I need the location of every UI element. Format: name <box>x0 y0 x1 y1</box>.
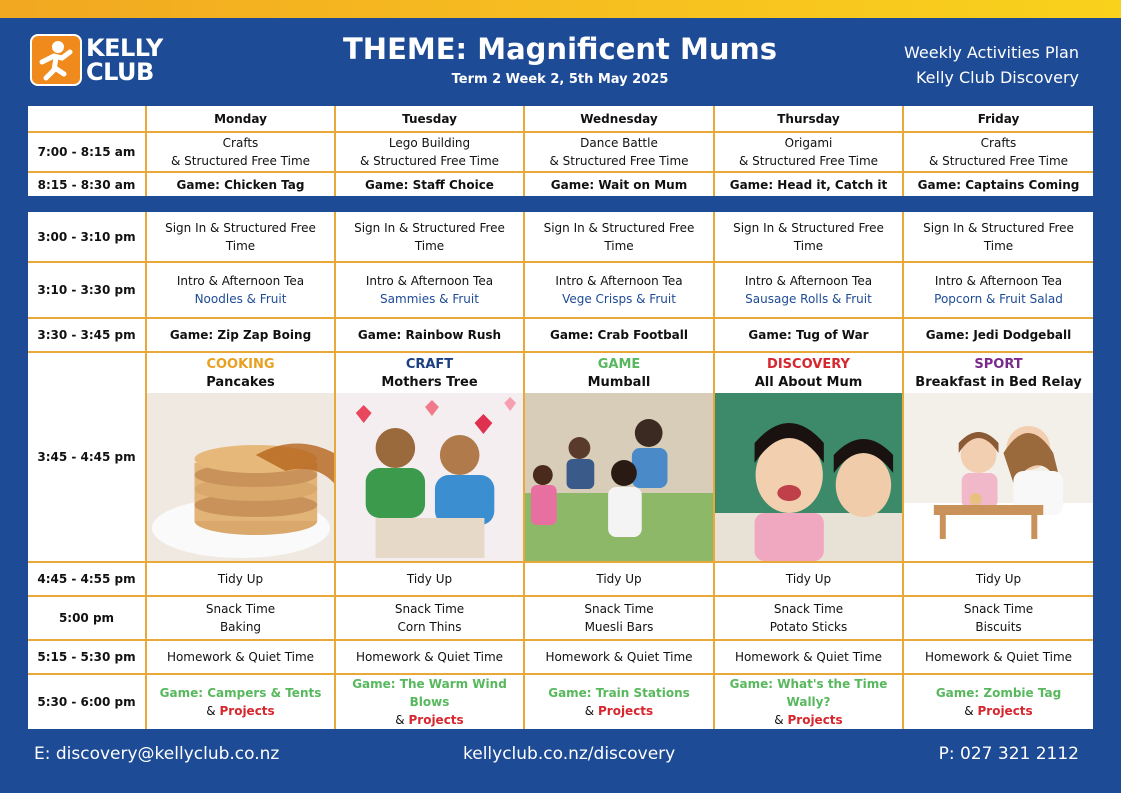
activity-name: All About Mum <box>754 375 863 390</box>
category-label: DISCOVERY <box>767 357 850 372</box>
activity-line: Intro & Afternoon Tea <box>176 274 305 288</box>
table-row <box>28 262 1093 318</box>
day-header: Monday <box>146 106 335 132</box>
category-label: COOKING <box>206 357 275 372</box>
children-crafting-photo <box>336 393 523 561</box>
time-cell: 3:30 - 3:45 pm <box>28 318 146 352</box>
activity-line: Crafts <box>980 136 1017 150</box>
activity-cell: Sign In & Structured Free Time <box>524 212 714 262</box>
activity-name: Mothers Tree <box>381 375 478 390</box>
game-line: Game: Campers & Tents <box>159 686 322 700</box>
amp: & <box>395 713 405 727</box>
afternoon-schedule-table <box>28 212 1093 729</box>
activity-cell <box>335 132 524 172</box>
mother-daughter-breakfast-photo <box>904 393 1093 561</box>
activity-cell <box>524 132 714 172</box>
brand-line-2: CLUB <box>86 58 154 86</box>
activity-line: & Structured Free Time <box>549 154 689 168</box>
activity-feature-cell <box>903 352 1093 562</box>
game-cell: Game: Jedi Dodgeball <box>903 318 1093 352</box>
game-cell: Game: Crab Football <box>524 318 714 352</box>
activity-name: Mumball <box>587 375 651 390</box>
game-cell: Game: Wait on Mum <box>524 172 714 196</box>
game-line: Game: The Warm Wind Blows <box>352 677 507 709</box>
activity-feature-cell <box>335 352 524 562</box>
plan-label: Weekly Activities Plan <box>904 43 1079 62</box>
activity-line: Origami <box>784 136 833 150</box>
game-line: Game: Train Stations <box>548 686 690 700</box>
activity-line: Snack Time <box>394 602 465 616</box>
kelly-club-logo <box>30 34 180 92</box>
category-label: GAME <box>597 357 641 372</box>
table-row <box>28 596 1093 640</box>
brand-line-1: KELLY <box>86 34 163 62</box>
activity-line: Intro & Afternoon Tea <box>934 274 1063 288</box>
projects-label: Projects <box>219 704 275 718</box>
activity-cell: Sign In & Structured Free Time <box>714 212 903 262</box>
activity-cell <box>524 674 714 729</box>
category-label: CRAFT <box>405 357 454 372</box>
activity-feature-cell <box>714 352 903 562</box>
activity-cell <box>524 596 714 640</box>
activity-line: & Structured Free Time <box>928 154 1069 168</box>
top-accent-bar <box>0 0 1121 18</box>
centre-label: Kelly Club Discovery <box>915 68 1079 87</box>
activity-line: Intro & Afternoon Tea <box>555 274 683 288</box>
time-cell: 5:15 - 5:30 pm <box>28 640 146 674</box>
game-cell: Game: Chicken Tag <box>146 172 335 196</box>
snack-item: Corn Thins <box>397 620 462 634</box>
activity-line: & Structured Free Time <box>738 154 879 168</box>
footer-email[interactable]: E: discovery@kellyclub.co.nz <box>34 744 280 764</box>
activity-line: & Structured Free Time <box>170 154 311 168</box>
time-cell: 7:00 - 8:15 am <box>28 132 146 172</box>
activity-cell <box>146 132 335 172</box>
day-header: Friday <box>903 106 1093 132</box>
game-line: Game: Zombie Tag <box>935 686 1062 700</box>
corner-cell <box>28 106 146 132</box>
activity-cell <box>714 132 903 172</box>
activity-cell: Sign In & Structured Free Time <box>335 212 524 262</box>
game-cell: Game: Rainbow Rush <box>335 318 524 352</box>
game-line: Game: What's the Time Wally? <box>729 677 888 709</box>
category-label: SPORT <box>974 357 1023 372</box>
amp: & <box>774 713 784 727</box>
term-subtitle: Term 2 Week 2, 5th May 2025 <box>451 72 669 87</box>
table-row <box>28 212 1093 262</box>
projects-label: Projects <box>408 713 464 727</box>
activity-cell <box>714 674 903 729</box>
activity-cell <box>903 674 1093 729</box>
time-cell: 3:00 - 3:10 pm <box>28 212 146 262</box>
activity-cell: Homework & Quiet Time <box>146 640 335 674</box>
projects-label: Projects <box>977 704 1033 718</box>
activity-line: Intro & Afternoon Tea <box>365 274 494 288</box>
projects-label: Projects <box>597 704 654 718</box>
snack-item: Muesli Bars <box>584 620 654 634</box>
table-row <box>28 132 1093 172</box>
header-right <box>904 40 1079 90</box>
activity-line: Snack Time <box>584 602 654 616</box>
game-cell: Game: Head it, Catch it <box>714 172 903 196</box>
activity-cell <box>903 262 1093 318</box>
activity-cell <box>146 262 335 318</box>
table-row <box>28 640 1093 674</box>
theme-title: THEME: Magnificent Mums <box>343 32 777 66</box>
time-cell: 8:15 - 8:30 am <box>28 172 146 196</box>
activity-line: Crafts <box>222 136 259 150</box>
footer-phone[interactable]: P: 027 321 2112 <box>938 744 1079 764</box>
food-line: Popcorn & Fruit Salad <box>934 292 1063 306</box>
table-row <box>28 562 1093 596</box>
activity-line: Snack Time <box>773 602 844 616</box>
activity-cell <box>335 262 524 318</box>
time-cell: 4:45 - 4:55 pm <box>28 562 146 596</box>
day-header: Tuesday <box>335 106 524 132</box>
food-line: Vege Crisps & Fruit <box>562 292 676 306</box>
activity-cell: Homework & Quiet Time <box>903 640 1093 674</box>
time-cell: 5:30 - 6:00 pm <box>28 674 146 729</box>
amp: & <box>584 704 595 718</box>
pancakes-photo <box>147 393 334 561</box>
activity-cell: Homework & Quiet Time <box>335 640 524 674</box>
activity-cell: Tidy Up <box>146 562 335 596</box>
activity-line: Snack Time <box>205 602 276 616</box>
activity-cell <box>714 262 903 318</box>
activity-cell: Homework & Quiet Time <box>714 640 903 674</box>
logo-figure-icon <box>30 34 82 86</box>
table-row <box>28 318 1093 352</box>
activity-line: Intro & Afternoon Tea <box>744 274 873 288</box>
activity-cell <box>524 262 714 318</box>
activity-cell: Sign In & Structured Free Time <box>903 212 1093 262</box>
activity-cell <box>903 132 1093 172</box>
activity-cell: Sign In & Structured Free Time <box>146 212 335 262</box>
activity-cell: Homework & Quiet Time <box>524 640 714 674</box>
activity-feature-cell <box>146 352 335 562</box>
game-cell: Game: Tug of War <box>714 318 903 352</box>
activity-cell <box>903 596 1093 640</box>
snack-item: Biscuits <box>975 620 1022 634</box>
day-header: Thursday <box>714 106 903 132</box>
activity-line: Lego Building <box>388 136 471 150</box>
food-line: Sausage Rolls & Fruit <box>745 292 872 306</box>
children-circle-photo <box>525 393 713 561</box>
time-cell: 3:45 - 4:45 pm <box>28 352 146 562</box>
day-header: Wednesday <box>524 106 714 132</box>
table-row <box>28 172 1093 196</box>
children-laughing-photo <box>715 393 902 561</box>
activity-name: Pancakes <box>206 375 275 390</box>
game-cell: Game: Captains Coming <box>903 172 1093 196</box>
day-header-row <box>28 106 1093 132</box>
time-cell: 5:00 pm <box>28 596 146 640</box>
activity-name: Breakfast in Bed Relay <box>915 375 1082 390</box>
time-cell: 3:10 - 3:30 pm <box>28 262 146 318</box>
game-cell: Game: Staff Choice <box>335 172 524 196</box>
snack-item: Baking <box>219 620 262 634</box>
activity-cell <box>335 596 524 640</box>
snack-item: Potato Sticks <box>769 620 848 634</box>
food-line: Sammies & Fruit <box>380 292 479 306</box>
morning-schedule-table <box>28 106 1093 196</box>
table-row <box>28 674 1093 729</box>
table-row <box>28 352 1093 562</box>
amp: & <box>206 704 216 718</box>
activity-cell: Tidy Up <box>714 562 903 596</box>
activity-cell <box>146 596 335 640</box>
footer-website[interactable]: kellyclub.co.nz/discovery <box>463 744 676 764</box>
activity-line: Dance Battle <box>580 136 658 150</box>
activity-line: Snack Time <box>963 602 1034 616</box>
activity-cell <box>146 674 335 729</box>
activity-cell <box>714 596 903 640</box>
game-cell: Game: Zip Zap Boing <box>146 318 335 352</box>
activity-cell: Tidy Up <box>903 562 1093 596</box>
amp: & <box>964 704 974 718</box>
projects-label: Projects <box>787 713 843 727</box>
activity-line: & Structured Free Time <box>359 154 500 168</box>
activity-cell <box>335 674 524 729</box>
activity-cell: Tidy Up <box>524 562 714 596</box>
food-line: Noodles & Fruit <box>194 292 287 306</box>
activity-feature-cell <box>524 352 714 562</box>
activity-cell: Tidy Up <box>335 562 524 596</box>
